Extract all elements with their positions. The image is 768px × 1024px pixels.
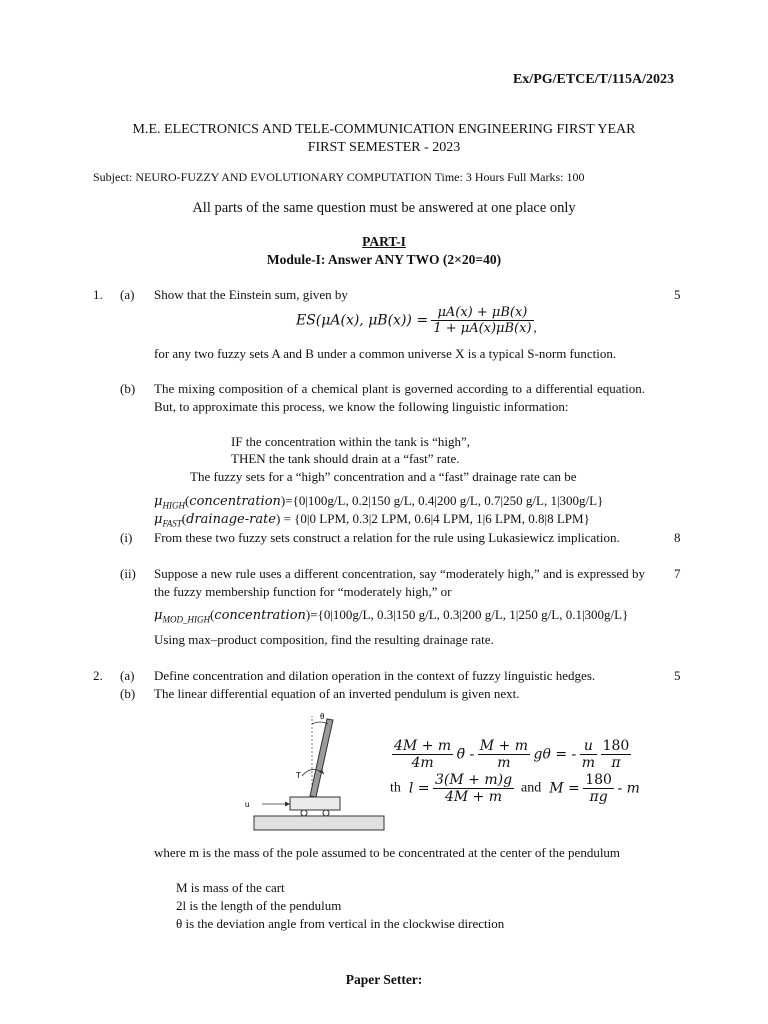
question-1b-label: (b) [120, 381, 136, 396]
question-1a-marks: 5 [674, 287, 681, 302]
part-heading: PART-I [362, 234, 406, 249]
einstein-sum-formula: ES(μA(x), μB(x)) = $\frac{\mu A(x) + \mu B(x)}{1 + \mu A(x)\mu B(x)}$ , [296, 305, 537, 336]
track-base [254, 816, 384, 830]
question-1ii-marks: 7 [674, 566, 681, 581]
definition-theta: θ is the deviation angle from vertical in the clockwise direction [176, 916, 505, 931]
formula-denominator: 1 + μA(x)μB(x) [433, 321, 532, 336]
pendulum-pole [310, 719, 333, 797]
mu-high-definition: $\mu_{HIGH}(concentration)=\{0|100g/L$, 0.2|150 g/L, 0.4|200 g/L, 0.7|250 g/L, 1|300g/L} [154, 493, 604, 511]
theta-label: θ [320, 712, 325, 721]
force-label: u [245, 800, 250, 809]
question-1i-marks: 8 [674, 530, 681, 545]
question-1i-text: From these two fuzzy sets construct a relation for the rule using Lukasiewicz implication. [154, 530, 620, 545]
question-1a-label: (a) [120, 287, 135, 302]
rule-then: THEN the tank should drain at a “fast” rate. [231, 451, 460, 466]
question-1b-text: The mixing composition of a chemical plant is governed according to a differential equation. But, to approximate this process, we know the following linguistic information: [154, 381, 645, 414]
instruction: All parts of the same question must be answered at one place only [192, 200, 576, 216]
question-2b-where: where m is the mass of the pole assumed to be concentrated at the center of the pendulum [154, 845, 621, 860]
question-1-number: 1. [93, 287, 103, 302]
formula-numerator: μA(x) + μB(x) [431, 305, 533, 321]
pendulum-equation-2: th l = $\frac{3(M + m)g}{4M + m}$ and M = $\frac{180}{\pi g}$ - m [390, 772, 640, 805]
question-2a-marks: 5 [674, 668, 681, 683]
module-heading: Module-I: Answer ANY TWO (2×20=40) [266, 252, 502, 267]
formula-lhs: ES(μA(x), μB(x)) = [296, 312, 429, 329]
paper-setter: Paper Setter: [345, 972, 423, 987]
question-2-number: 2. [93, 668, 103, 683]
cart [290, 797, 340, 810]
cart-wheel-left [301, 810, 307, 816]
inverted-pendulum-figure [240, 708, 390, 836]
question-1i-label: (i) [120, 530, 133, 545]
mu-fast-definition: $\mu_{FAST}(drainage-rate) = \{0|0$ LPM, 0.3|2 LPM, 0.6|4 LPM, 1|6 LPM, 0.8|8 LPM} [154, 511, 590, 529]
course-title-line1: M.E. ELECTRONICS AND TELE-COMMUNICATION ENGINEERING FIRST YEAR [132, 122, 636, 137]
paper-code: Ex/PG/ETCE/T/115A/2023 [512, 72, 674, 87]
fuzzy-sets-intro: The fuzzy sets for a “high” concentration and a “fast” drainage rate can be [190, 469, 577, 484]
course-title-line2: FIRST SEMESTER - 2023 [307, 140, 461, 155]
rule-if: IF the concentration within the tank is “high”, [231, 434, 470, 449]
question-1ii-continuation: Using max–product composition, find the resulting drainage rate. [154, 632, 494, 647]
question-1ii-text: Suppose a new rule uses a different concentration, say “moderately high,” and is expressed by the fuzzy membership function for “moderately high,” or [154, 566, 645, 599]
question-1ii-label: (ii) [120, 566, 136, 581]
torque-label: T [296, 771, 301, 780]
question-2a-label: (a) [120, 668, 135, 683]
formula-fraction [431, 305, 533, 336]
definition-M: M is mass of the cart [176, 880, 285, 895]
cart-wheel-right [323, 810, 329, 816]
definition-l: 2l is the length of the pendulum [176, 898, 342, 913]
pendulum-equation-1: $\frac{4M + m}{4m}$ θ̈ - $\frac{M + m}{m}$ gθ = - $\frac{u}{m}$ $\frac{180}{\pi}$ [394, 738, 630, 771]
mu-mod-high-definition: $\mu_{MOD\_HIGH}(concentration)=\{0|100g/L$, 0.3|150 g/L, 0.3|200 g/L, 1|250 g/L, 0.1|300g/L} [154, 607, 629, 625]
subject-line: Subject: NEURO-FUZZY AND EVOLUTIONARY COMPUTATION Time: 3 Hours Full Marks: 100 [93, 170, 585, 184]
question-2a-text: Define concentration and dilation operation in the context of fuzzy linguistic hedges. [154, 668, 596, 683]
force-arrowhead [285, 802, 290, 807]
question-2b-text: The linear differential equation of an inverted pendulum is given next. [154, 686, 520, 701]
question-2b-label: (b) [120, 686, 136, 701]
question-1a-continuation: for any two fuzzy sets A and B under a common universe X is a typical S-norm function. [154, 346, 617, 361]
question-1a-text: Show that the Einstein sum, given by [154, 287, 348, 302]
